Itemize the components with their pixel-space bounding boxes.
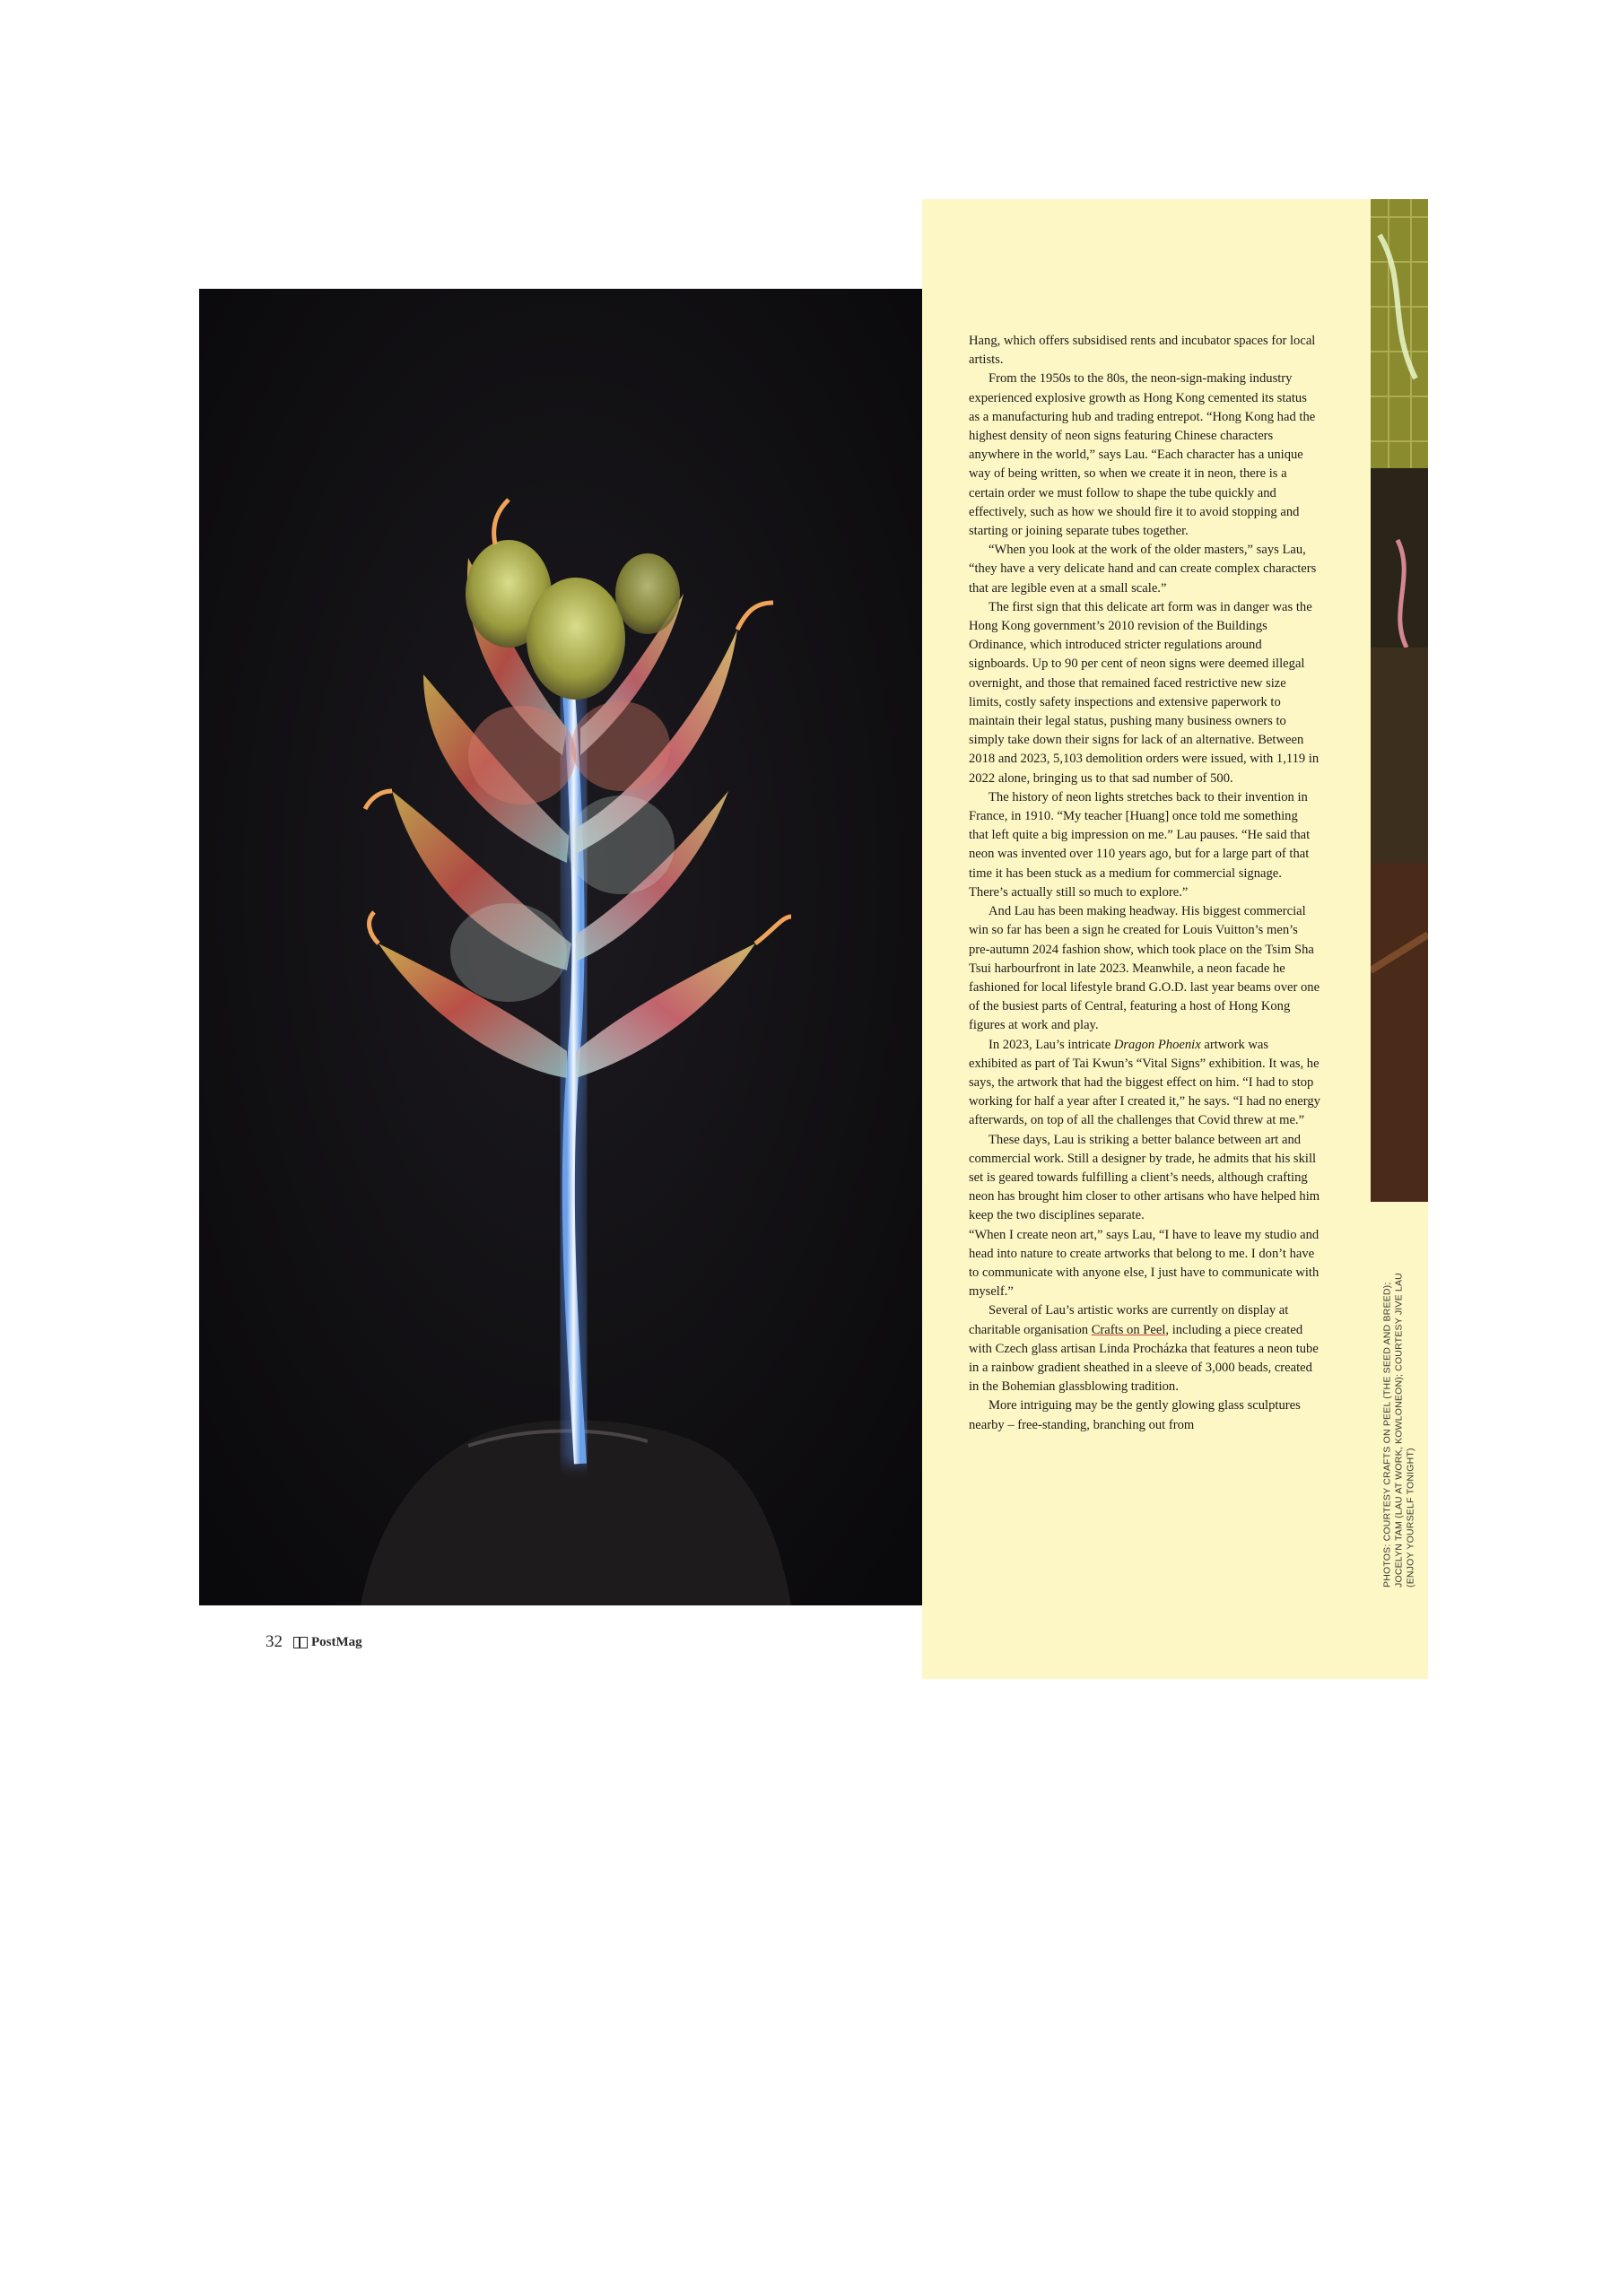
paragraph [969,1036,1320,1131]
folio [266,1632,362,1652]
paragraph: The history of neon lights stretches back to their invention in France, in 1910. “My teacher [Huang] once told me something that left quite a big impression on me.” Lau pauses. “He said that neon was invented over 110 years ago, but for a large part of that time it has been stuck as a medium for commercial signage. There’s actually still so much to explore.” [969,789,1311,900]
text-run: artwork was exhibited as part of Tai Kwun’s “Vital Signs” exhibition. It was, he says, the artwork that had the biggest effect on him. “I had to stop working for half a year after I created it,” he says. “I had no energy afterwards, on top of all the challenges that Covid threw at me.” [969,1037,1320,1128]
artwork-title: Dragon Phoenix [1113,1037,1201,1052]
paragraph: These days, Lau is striking a better balance between art and commercial work. Still a designer by trade, he admits that his skill set is geared towards fulfilling a client’s needs, although crafting neon has brought him closer to other artisans who have helped him keep the two disciplines separate. [969,1132,1320,1223]
paragraph: The first sign that this delicate art form was in danger was the Hong Kong government’s 2010 revision of the Buildings Ordinance, which introduced stricter regulations around signboards. Up to 90 per cent of neon signs were deemed illegal overnight, and those that remained faced restrictive new size limits, costly safety inspections and extensive paperwork to maintain their legal status, pushing many business owners to simply take down their signs for lack of an alternative. Between 2018 and 2023, 5,103 demolition orders were issued, with 1,119 in 2022 alone, bringing us to that sad number of 500. [969,599,1320,786]
paragraph: From the 1950s to the 80s, the neon-sign-making industry experienced explosive growth as Hong Kong cemented its status as a manufacturing hub and trading entrepot. “Hong Kong had the highest density of neon signs featuring Chinese characters anywhere in the world,” says Lau. “Each character has a unique way of being written, so when we create it in neon, there is a certain order we must follow to shape the tube quickly and effectively, such as how we should fire it to avoid stopping and starting or joining separate tubes together. [969,371,1316,539]
paragraph: Hang, which offers subsidised rents and incubator spaces for local artists. [969,334,1316,368]
sculpture-photo [199,289,922,1605]
paragraph: And Lau has been making headway. His biggest commercial win so far has been a sign he created for Louis Vuitton’s men’s pre-autumn 2024 fashion show, which took place on the Tsim Sha Tsui harbourfront in late 2023. Meanwhile, a neon facade he fashioned for local lifestyle brand G.O.D. last year beams over one of the busiest parts of Central, featuring a host of Hong Kong figures at work and play. [969,904,1320,1033]
paragraph [969,1301,1320,1396]
paragraph: More intriguing may be the gently glowing glass sculptures nearby – free-standing, branching out from [969,1398,1301,1432]
logo-icon [293,1637,308,1648]
neon-grid-photo-strip [1371,199,1428,1202]
photo-credit-text: PHOTOS: COURTESY CRAFTS ON PEEL (THE SEED AND BREED); JOCELYN TAM (LAU AT WORK, KOWLONEON); COURTESY JIVE LAU (ENJOY YOURSELF TONIGHT) [1381,1273,1416,1587]
paragraph: “When I create neon art,” says Lau, “I have to leave my studio and head into nature to create artworks that belong to me. I don’t have to communicate with anyone else, I just have to communicate with myself.” [969,1227,1320,1300]
text-run: , including a piece created with Czech glass artisan Linda Procházka that features a neon tube in a rainbow gradient sheathed in a sleeve of 3,000 beads, created in the Bohemian glassblowing tradition. [969,1322,1319,1395]
magazine-logo [293,1635,362,1650]
page-number: 32 [266,1632,283,1651]
neon-plant-illustration [199,289,922,1605]
text-run: In 2023, Lau’s intricate [989,1037,1114,1052]
crafts-on-peel-link[interactable]: Crafts on Peel [1091,1322,1166,1337]
magazine-name: PostMag [311,1634,362,1649]
paragraph: “When you look at the work of the older masters,” says Lau, “they have a very delicate hand and can create complex characters that are legible even at a small scale.” [969,543,1317,596]
photo-credit [1372,1256,1426,1587]
article-body [969,332,1320,1435]
text-run: Several of Lau’s artistic works are currently on display at charitable organisation [969,1303,1289,1337]
